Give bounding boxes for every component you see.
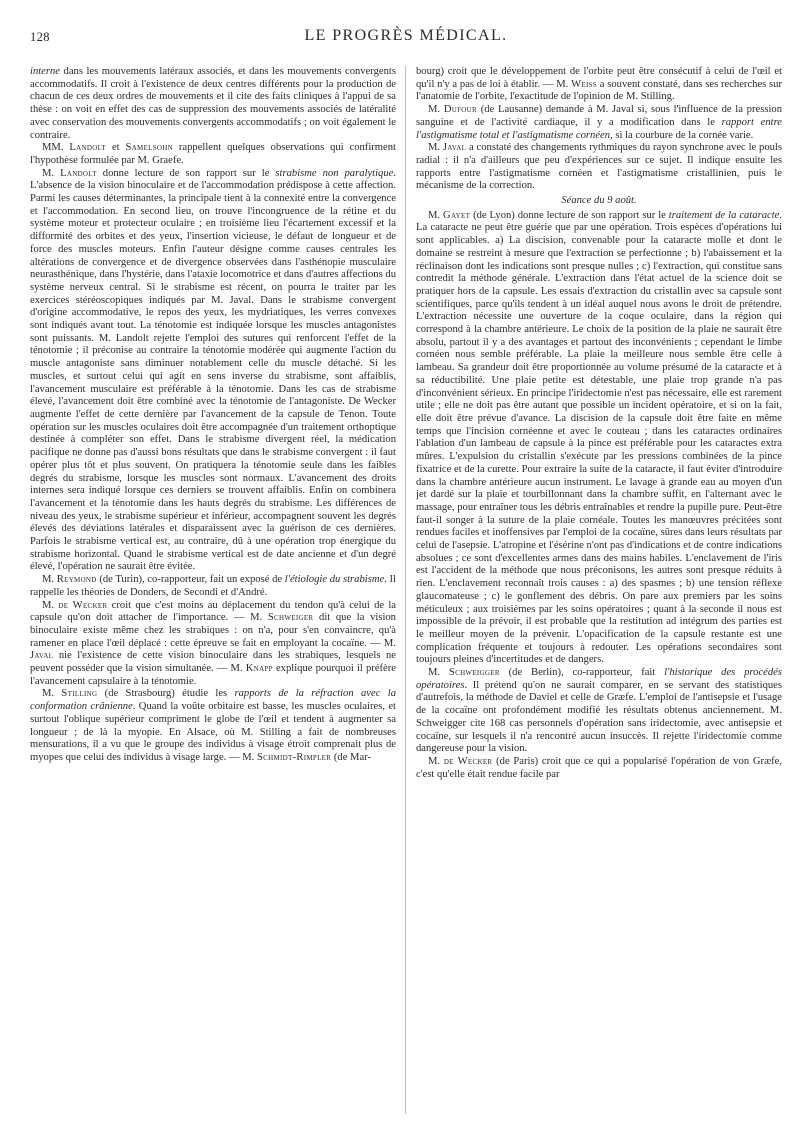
- left-column: [30, 66, 396, 1114]
- paragraph: [30, 66, 396, 142]
- speaker-name: Stilling: [61, 688, 98, 700]
- text-run: M.: [42, 688, 62, 700]
- paragraph: [416, 210, 782, 667]
- text-run: nie l'existence de cette vision binoculaire dans les strabiques, lesquels ne peuvent posséder que la vision simultanée. — M.: [30, 650, 396, 675]
- paragraph: [416, 667, 782, 756]
- italic-title: interne: [30, 66, 61, 77]
- running-title: LE PROGRÈS MÉDICAL.: [304, 27, 508, 44]
- italic-title: rapport entre l'astigmatisme total et l'astigmatisme cornéen: [416, 116, 782, 141]
- speaker-name: Knapp: [245, 663, 273, 675]
- text-run: M.: [428, 104, 444, 116]
- text-run: (de Turin), co-rapporteur, fait un exposé de: [96, 574, 285, 586]
- text-run: . La cataracte ne peut être guérie que par une opération. Trois espèces d'opérations lui sont applicables. a) La discision, convenable pour la cataracte molle et dont le domaine se restreint à mesure que l'extraction se perfectionne ; b) l'abaissement et la réclinaison dont les indications sont presque nulles ; c) l'extraction, qui constitue sans contredit la méthode générale. L'extraction dans l'état actuel de la science doit se pratiquer hors de la capsule. Les essais d'extraction du cristallin avec sa capsule sont scientifiques, parce qu'ils tendent à un idéal auquel nous avons le droit de prétendre. L'extraction nécessite une ouverture de la coque oculaire, dans la région qui correspond à la chambre antérieure. Le choix de la position de la plaie ne saurait être absolu, partout il y a des avantages et partout des inconvénients ; cependant le limbe cornéen nous semble préférable. La plaie la meilleure nous semble être celle à lambeau. Sa grandeur doit être proportionnée au volume présumé de la cataracte et à sa réductibilité. Une plaie petite est détestable, une plaie trop grande n'a pas d'inconvénient sérieux. En principe l'iridectomie n'est pas nécessaire, elle est rarement utile ; elle ne doit pas être autant que possible un incident opératoire, et si on la fait, elle doit être prévue d'avance. La discision de la capsule doit être faite en même temps que l'incision cornéenne et avec le couteau ; dans les cataractes ordinaires l'ablation d'un lambeau de capsule à la pince est préférable pour les cataractes extra mûres. L'expulsion du cristallin s'exécute par les pressions combinées de la pince fixatrice et de la curette. Pour extraire la suite de la cataracte, il faut éviter d'introduire dans la chambre antérieure aucun instrument. Le lavage à grande eau au moyen d'un jet dardé sur la plaie et tourbillonnant dans la chambre suffit, en l'alternant avec le massage, pour entraîner tous les débris entraînables et rendre la pupille pure. Peut-être faut-il songer à la suture de la plaie cornéale. Toutes les manœuvres précitées sont rendues faciles et inoffensives par l'emploi de la cocaïne, sûres dans leurs résultats par celui de l'asepsie. L'atropine et l'ésérine n'ont pas d'indications et de contre indications absolues ; ce sont d'excellentes armes dans des mains habiles. L'enclavement de l'iris est l'accident de la méthode que nous préconisons, les autres sont presque réduits à rien. L'enclavement reconnaît trois causes : a) des spasmes ; b) une tension réflexe glaucomateuse ; c) le gonflement des débris. On pare aux premiers par les soins méticuleux ; aux troisièmes par les soins opératoires ; quant à la seconde il nous est impossible de la prévoir, il est probable que la restitution ad intégrum des parties est le meilleur moyen de la prévenir. L'opacification de la capsule restante est une complication fréquente et toujours à redouter. Les opérations secondaires sont toujours pleines d'incertitudes et de dangers.: [416, 209, 782, 666]
- speaker-name: Landolt: [69, 142, 107, 154]
- text-run: (de Paris) croit que ce qui a popularisé l'opération de von Græfe, c'est qu'elle était rendue facile par: [416, 755, 782, 780]
- paragraph: [416, 104, 782, 142]
- italic-title: traitement de la cataracte: [668, 209, 780, 221]
- text-run: (de Berlin), co-rapporteur, fait: [499, 667, 665, 679]
- text-run: rappellent quelques observations qui confirment l'hypothèse formulée par M. Graefe.: [30, 142, 396, 166]
- text-columns: [30, 66, 782, 1114]
- text-run: a constaté des changements rythmiques du rayon synchrone avec le pouls radial : il n'a d'ailleurs que peu d'expériences sur ce sujet. Il indique ensuite les rapports entre l'astigmatisme cornéen et l'astigmatisme cristallinien, puis le mécanisme de la correction.: [416, 142, 782, 192]
- page-header: [30, 26, 782, 54]
- paragraph: [30, 600, 396, 689]
- speaker-name: Schmidt-Rimpler: [256, 751, 332, 763]
- right-column: [416, 66, 782, 1114]
- speaker-name: Samelsohn: [125, 142, 173, 154]
- speaker-name: Javal: [442, 142, 467, 154]
- italic-title: strabisme non paralytique: [275, 167, 394, 179]
- paragraph: [416, 756, 782, 781]
- text-run: (de Lyon) donne lecture de son rapport sur le: [470, 209, 669, 221]
- text-run: (de Mar-: [331, 751, 372, 763]
- text-run: croit que c'est moins au déplacement du tendon qu'à celui de la capsule qu'on doit attacher de l'importance. — M.: [30, 599, 396, 624]
- italic-title: l'étiologie du strabisme: [284, 574, 385, 586]
- column-divider: [405, 66, 406, 1114]
- speaker-name: Reymond: [56, 574, 97, 586]
- paragraph: [416, 142, 782, 193]
- text-run: M.: [428, 142, 443, 154]
- speaker-name: Gayet: [443, 209, 471, 221]
- text-run: , si la courbure de la cornée varie.: [610, 129, 754, 141]
- text-run: et: [106, 142, 126, 154]
- session-heading: Séance du 9 août.: [561, 195, 637, 207]
- speaker-name: Landolt: [60, 167, 97, 179]
- text-run: explique pourquoi il préfère l'avancement capsulaire à la ténotomie.: [30, 663, 396, 687]
- speaker-name: de Wecker: [443, 755, 493, 767]
- text-run: bourg) croit que le développement de l'orbite peut être consécutif à celui de l'œil et qu'il n'y a pas de loi à établir. — M.: [416, 66, 782, 90]
- text-run: . Quand la voûte orbitaire est basse, les muscles oculaires, et surtout l'oblique supérieur compriment le globe de l'œil et tendent à augmenter sa longueur ; de là la myopie. En Alsace, où M. Stilling a fait de nombreuses mensurations, il a vu que le groupe des individus à visage étroit comprenait plus de myopes que celui des individus à visage large. — M.: [30, 701, 396, 763]
- speaker-name: Weiss: [571, 78, 597, 90]
- speaker-name: Schweigger: [448, 667, 500, 679]
- italic-title: rapports de la réfraction avec la conformation crânienne: [30, 688, 396, 713]
- paragraph: [30, 168, 396, 575]
- text-run: M.: [42, 599, 59, 611]
- paragraph: [30, 142, 396, 167]
- paragraph: [30, 688, 396, 764]
- speaker-name: Dufour: [443, 104, 477, 116]
- speaker-name: Javal: [30, 650, 54, 662]
- paragraph: [30, 574, 396, 599]
- text-run: . L'absence de la vision binoculaire et de l'accommodation prédispose à cette affection. Parmi les causes déterminantes, la principale tient à la connexité entre la convergence et l'accommodation. En second lieu, on trouve l'incongruence de la rétine et du système moteur et protecteur oculaire ; en troisième lieu l'écartement excessif et la difformité des orbites et des yeux, l'insertion vicieuse, le défaut de longueur et de force des muscles moteurs. Enfin l'auteur désigne comme causes centrales les altérations de convergence et de divergence observées dans l'asthénopie musculaire neurasthénique, dans l'hystérie, dans l'ataxie locomotrice et dans d'autres affections du système nerveux central. Si le strabisme est récent, on pourra le traiter par les exercices stéréoscopiques indiqués par M. Javal. Dans le strabisme convergent d'origine accommodative, le repos des yeux, les mydriatiques, les verres convexes sont indiqués avant tout. La ténotomie est indiquée lorsque les muscles antagonistes sont puissants. M. Landolt rejette l'emploi des sutures qui renforcent l'effet de la ténotomie ; il préconise au contraire la ténotomie modérée qui augmente l'action du muscle antagoniste sans diminuer notablement celle du muscle détaché. Si les muscles, et surtout celui qui agit en sens inverse du strabisme, sont affaiblis, l'avancement musculaire est préférable à la ténotomie. Dans les cas de strabisme élevé, l'avancement doit être combiné avec la ténotomie de l'antagoniste. De Wecker augmente l'effet de cette dernière par l'avancement de la capsule de Tenon. Toute opération sur les muscles oculaires doit être accompagnée d'un traitement orthoptique destinée à compléter son effet. Dans le strabisme divergent réel, la médication pacifique ne donne pas d'aussi bons résultats que dans le strabisme convergent : il faut opérer plus tôt et plus souvent. On pratiquera la ténotomie seule dans les faibles degrés du strabisme, lorsque les muscles sont normaux. L'avancement des droits internes sera indiqué lorsque ces derniers se trouvent affaiblis. Enfin on combinera l'avancement et la ténotomie dans les hauts degrés du strabisme. Les différences de niveau des yeux, le strabisme supérieur et inférieur, accompagnent souvent les degrés élevés des déviations latérales et disparaissent avec la guérison de ces dernières. Parfois le strabisme vertical est, au contraire, dû à une opération trop énergique du strabisme horizontal. Quand le strabisme vertical est de date ancienne et d'un degré élevé, l'opération ne saurait être évitée.: [30, 167, 396, 573]
- text-run: dit que la vision binoculaire existe même chez les strabiques : on n'a, pour s'en convaincre, qu'à ramener en place l'œil déplacé : cette épreuve se fait en employant la cocaïne. — M.: [30, 612, 396, 649]
- text-run: . Il prétend qu'on ne saurait comparer, en se servant des statistiques d'autrefois, la méthode de Daviel et celle de Græfe. L'emploi de l'antisepsie et l'usage de la cocaïne ont profondément modifié les résultats obtenus anciennement. M. Schweigger cite 168 cas personnels d'opération sans iridectomie, avec antisepsie et cocaïne, sur lesquels il n'a rencontré aucun insuccès. Il rejette l'iridectomie comme dangereuse pour la vision.: [416, 679, 782, 755]
- text-run: . Il rappelle les théories de Donders, de Secondi et d'André.: [30, 574, 396, 598]
- italic-title: l'historique des procédés opératoires: [416, 667, 782, 691]
- text-run: M.: [428, 667, 449, 679]
- text-run: MM.: [42, 142, 70, 154]
- text-run: M.: [42, 574, 57, 586]
- text-run: a souvent constaté, dans ses recherches sur l'anatomie de l'orbite, l'exactitude de l'opinion de M. Stilling.: [416, 78, 782, 103]
- text-run: (de Strasbourg) étudie les: [97, 688, 235, 700]
- paragraph: [416, 66, 782, 104]
- journal-page: [30, 26, 782, 1116]
- page-number: 128: [30, 30, 50, 44]
- text-run: (de Lausanne) demande à M. Javal si, sous l'influence de la pression sanguine et de l'activité cardiaque, il y a modification dans le: [416, 104, 782, 128]
- text-run: M.: [428, 209, 443, 221]
- text-run: M.: [428, 755, 444, 767]
- speaker-name: de Wecker: [58, 599, 108, 611]
- text-run: dans les mouvements latéraux associés, et dans les mouvements convergents accommodatifs. Il croit à l'existence de deux centres différents pour la production de chacun de ces deux ordres de mouvements et il cite des faits cliniques à l'appui de sa thèse : on voit en effet des cas de suppression des mouvements associés de latéralité avec conservation des mouvements convergents accommodatifs ; on voit également le contraire.: [30, 66, 396, 141]
- speaker-name: Schweiger: [267, 612, 314, 624]
- text-run: donne lecture de son rapport sur le: [96, 167, 276, 179]
- text-run: M.: [42, 167, 61, 179]
